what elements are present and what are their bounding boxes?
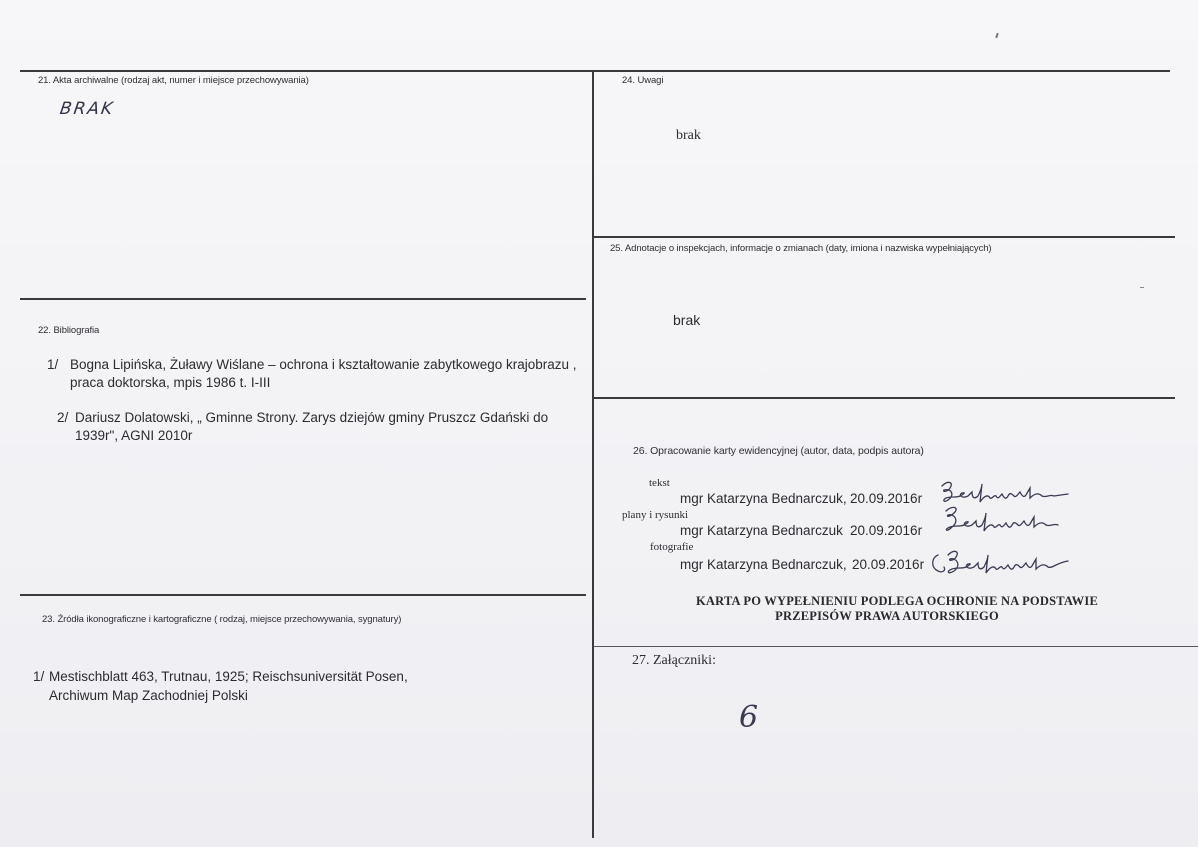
author-row-1-signature [938, 478, 1078, 508]
copyright-notice-line1: KARTA PO WYPEŁNIENIU PODLEGA OCHRONIE NA PODSTAWIE [696, 594, 1098, 608]
author-row-2-category: plany i rysunki [622, 509, 688, 521]
bibliography-item-2-number: 2/ [57, 410, 69, 425]
author-row-1-name: mgr Katarzyna Bednarczuk, [680, 491, 847, 506]
author-row-2-name: mgr Katarzyna Bednarczuk [680, 523, 843, 538]
author-row-1-date: 20.09.2016r [850, 491, 923, 506]
rule-24-25 [593, 236, 1175, 238]
author-row-3-signature [928, 547, 1078, 581]
section-22-label: 22. Bibliografia [38, 325, 100, 336]
section-27-label: 27. Załączniki: [632, 653, 716, 668]
section-24-label: 24. Uwagi [622, 75, 664, 86]
rule-26-27 [593, 646, 1198, 647]
author-row-3-date: 20.09.2016r [852, 557, 925, 572]
top-rule [20, 70, 1170, 72]
bibliography-item-1-line1: Bogna Lipińska, Żuławy Wiślane – ochrona i kształtowanie zabytkowego krajobrazu , [70, 357, 577, 372]
section-21-handwritten-value: BRAK [58, 99, 116, 119]
paper-speck [995, 33, 999, 38]
section-21-label: 21. Akta archiwalne (rodzaj akt, numer i miejsce przechowywania) [38, 75, 309, 86]
bibliography-item-1-line2: praca doktorska, mpis 1986 t. I-III [70, 375, 271, 390]
section-24-value: brak [676, 128, 701, 143]
bibliography-item-2-line1: Dariusz Dolatowski, „ Gminne Strony. Zarys dziejów gminy Pruszcz Gdański do [75, 410, 549, 425]
center-divider [592, 70, 594, 838]
iconography-item-1-number: 1/ [33, 669, 45, 684]
rule-25-26 [593, 397, 1175, 399]
iconography-item-1-line1: Mestischblatt 463, Trutnau, 1925; Reischsuniversität Posen, [49, 669, 408, 684]
section-27-handwritten-value: 6 [739, 700, 759, 735]
rule-21-22 [20, 298, 586, 300]
author-row-3-name: mgr Katarzyna Bednarczuk, [680, 557, 847, 572]
bibliography-item-1-number: 1/ [47, 357, 59, 372]
author-row-1-category: tekst [649, 477, 670, 489]
section-25-value: brak [673, 312, 701, 328]
section-25-label: 25. Adnotacje o inspekcjach, informacje o zmianach (daty, imiona i nazwiska wypełniających) [610, 243, 992, 254]
author-row-2-signature [940, 505, 1070, 539]
author-row-2-date: 20.09.2016r [850, 523, 923, 538]
bibliography-item-2-line2: 1939r", AGNI 2010r [75, 428, 193, 443]
section-23-label: 23. Źródła ikonograficzne i kartograficzne ( rodzaj, miejsce przechowywania, sygnatury) [42, 614, 402, 625]
paper-speck [1140, 287, 1144, 288]
author-row-3-category: fotografie [650, 541, 694, 553]
section-26-label: 26. Opracowanie karty ewidencyjnej (autor, data, podpis autora) [633, 445, 924, 457]
rule-22-23 [20, 594, 586, 596]
iconography-item-1-line2: Archiwum Map Zachodniej Polski [49, 688, 248, 703]
copyright-notice-line2: PRZEPISÓW PRAWA AUTORSKIEGO [775, 609, 999, 623]
